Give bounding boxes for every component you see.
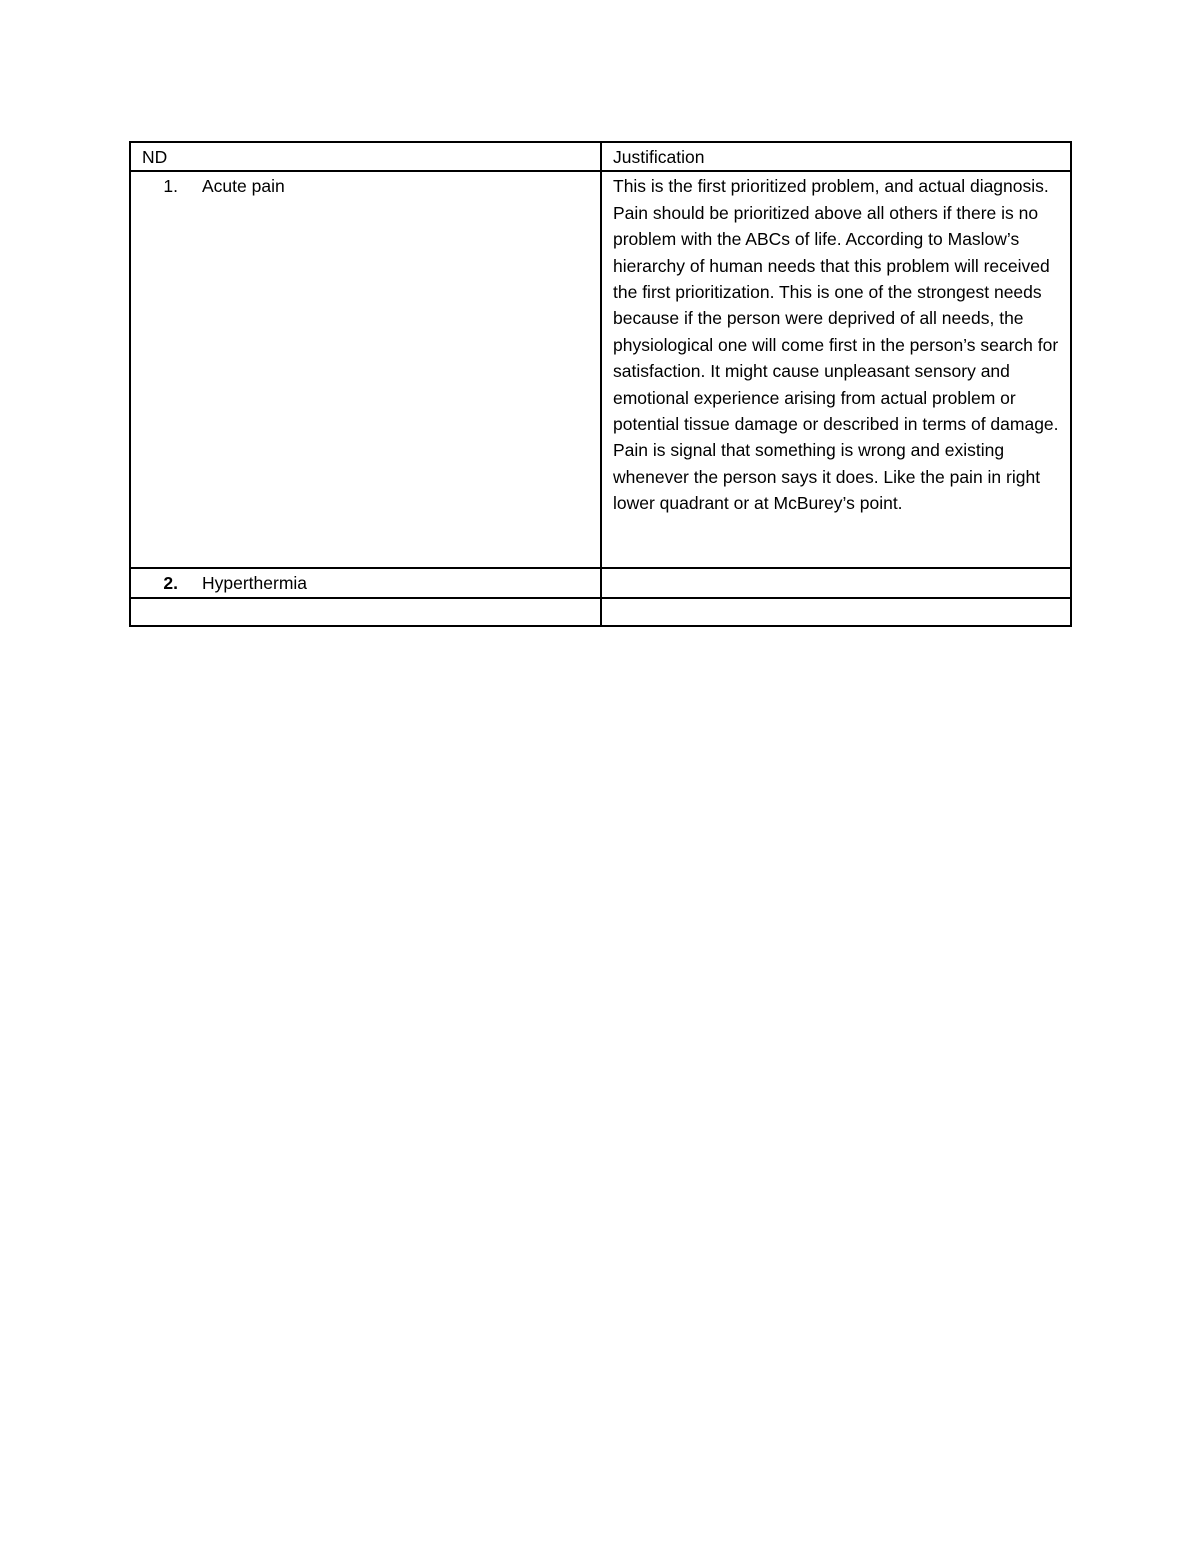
- justification-text: This is the first prioritized problem, and actual diagnosis. Pain should be prioritized above all others if there is no problem with the ABCs of life. According to Maslow’s hierarchy of human needs that this problem will received the first prioritization. This is one of the strongest needs because if the person were deprived of all needs, the physiological one will come first in the person’s search for satisfaction. It might cause unpleasant sensory and emotional experience arising from actual problem or potential tissue damage or described in terms of damage. Pain is signal that something is wrong and existing whenever the person says it does. Like the pain in right lower quadrant or at McBurey’s point.: [613, 176, 1059, 514]
- diagnosis-cell: [130, 568, 601, 597]
- nursing-diagnosis-table: [129, 141, 1072, 627]
- table-row: [130, 598, 1071, 626]
- table-row: [130, 568, 1071, 597]
- list-item: [142, 570, 600, 596]
- list-item: [142, 173, 600, 199]
- list-number: 2.: [163, 573, 178, 594]
- header-cell-nd: ND: [130, 142, 601, 171]
- table-header-row: [130, 142, 1071, 171]
- table-row: [130, 171, 1071, 568]
- justification-cell: [601, 598, 1071, 626]
- diagnosis-label: Hyperthermia: [202, 573, 308, 594]
- justification-cell: [601, 568, 1071, 597]
- diagnosis-label: Acute pain: [202, 176, 285, 197]
- diagnosis-cell: [130, 598, 601, 626]
- header-cell-justification: Justification: [601, 142, 1071, 171]
- diagnosis-cell: [130, 171, 601, 568]
- list-number: 1.: [163, 176, 178, 197]
- justification-cell: [601, 171, 1071, 568]
